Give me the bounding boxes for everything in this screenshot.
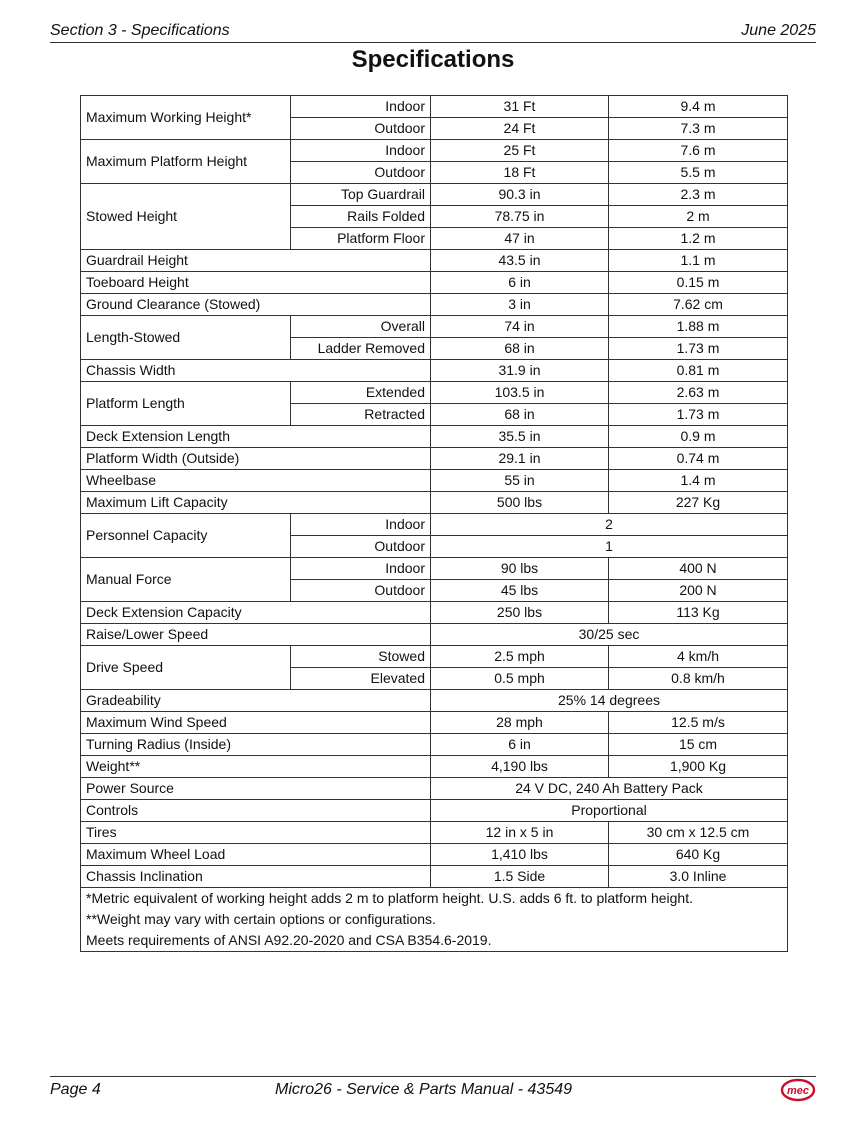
imperial-value: 45 lbs (431, 580, 609, 602)
spec-condition: Extended (291, 382, 431, 404)
spec-label: Guardrail Height (81, 250, 431, 272)
spec-condition: Outdoor (291, 580, 431, 602)
spec-label: Chassis Width (81, 360, 431, 382)
table-row (81, 756, 788, 778)
spec-condition: Top Guardrail (291, 184, 431, 206)
imperial-value: 6 in (431, 734, 609, 756)
table-row (81, 866, 788, 888)
spec-label: Length-Stowed (81, 316, 291, 360)
spec-condition: Rails Folded (291, 206, 431, 228)
spec-label: Maximum Lift Capacity (81, 492, 431, 514)
spec-label: Drive Speed (81, 646, 291, 690)
imperial-value: 4,190 lbs (431, 756, 609, 778)
imperial-value: 31 Ft (431, 96, 609, 118)
footnote-metric: *Metric equivalent of working height adds 2 m to platform height. U.S. adds 6 ft. to platform height. (86, 890, 693, 906)
imperial-value: 43.5 in (431, 250, 609, 272)
footnotes (81, 888, 788, 952)
table-row (81, 492, 788, 514)
spec-label: Tires (81, 822, 431, 844)
imperial-value: 6 in (431, 272, 609, 294)
spec-label: Controls (81, 800, 431, 822)
table-row (81, 360, 788, 382)
imperial-value: 18 Ft (431, 162, 609, 184)
metric-value: 1.1 m (609, 250, 788, 272)
imperial-value: 0.5 mph (431, 668, 609, 690)
page-header (50, 22, 816, 43)
table-row (81, 514, 788, 536)
imperial-value: 1,410 lbs (431, 844, 609, 866)
spec-label: Toeboard Height (81, 272, 431, 294)
table-row (81, 624, 788, 646)
logo-text: mec (786, 1085, 810, 1097)
spec-condition: Retracted (291, 404, 431, 426)
table-row (81, 294, 788, 316)
imperial-value: 47 in (431, 228, 609, 250)
footnote-weight: **Weight may vary with certain options or configurations. (86, 911, 436, 927)
imperial-value: 35.5 in (431, 426, 609, 448)
spec-condition: Indoor (291, 558, 431, 580)
metric-value: 0.74 m (609, 448, 788, 470)
imperial-value: 29.1 in (431, 448, 609, 470)
spec-label: Maximum Working Height* (81, 96, 291, 140)
spec-value: 24 V DC, 240 Ah Battery Pack (431, 778, 788, 800)
metric-value: 640 Kg (609, 844, 788, 866)
spec-label: Raise/Lower Speed (81, 624, 431, 646)
metric-value: 4 km/h (609, 646, 788, 668)
spec-label: Maximum Wheel Load (81, 844, 431, 866)
table-row (81, 96, 788, 118)
spec-label: Maximum Platform Height (81, 140, 291, 184)
table-row (81, 690, 788, 712)
metric-value: 1.73 m (609, 404, 788, 426)
specifications-table (80, 95, 788, 952)
spec-value: 30/25 sec (431, 624, 788, 646)
table-row (81, 470, 788, 492)
spec-condition: Indoor (291, 96, 431, 118)
spec-condition: Outdoor (291, 118, 431, 140)
table-row (81, 822, 788, 844)
spec-condition: Outdoor (291, 162, 431, 184)
spec-label: Manual Force (81, 558, 291, 602)
metric-value: 0.9 m (609, 426, 788, 448)
table-row (81, 140, 788, 162)
imperial-value: 2.5 mph (431, 646, 609, 668)
spec-condition: Outdoor (291, 536, 431, 558)
metric-value: 1.88 m (609, 316, 788, 338)
spec-label: Power Source (81, 778, 431, 800)
table-row (81, 272, 788, 294)
metric-value: 0.8 km/h (609, 668, 788, 690)
metric-value: 7.62 cm (609, 294, 788, 316)
spec-label: Personnel Capacity (81, 514, 291, 558)
spec-label: Wheelbase (81, 470, 431, 492)
table-row (81, 734, 788, 756)
page-number: Page 4 (50, 1081, 101, 1098)
spec-label: Platform Width (Outside) (81, 448, 431, 470)
imperial-value: 500 lbs (431, 492, 609, 514)
imperial-value: 1.5 Side (431, 866, 609, 888)
metric-value: 12.5 m/s (609, 712, 788, 734)
spec-label: Deck Extension Capacity (81, 602, 431, 624)
imperial-value: 12 in x 5 in (431, 822, 609, 844)
metric-value: 1.2 m (609, 228, 788, 250)
spec-label: Gradeability (81, 690, 431, 712)
metric-value: 15 cm (609, 734, 788, 756)
table-row (81, 316, 788, 338)
spec-label: Platform Length (81, 382, 291, 426)
table-row (81, 382, 788, 404)
metric-value: 2 m (609, 206, 788, 228)
imperial-value: 90.3 in (431, 184, 609, 206)
metric-value: 2.63 m (609, 382, 788, 404)
spec-value: 1 (431, 536, 788, 558)
metric-value: 200 N (609, 580, 788, 602)
spec-label: Turning Radius (Inside) (81, 734, 431, 756)
metric-value: 7.3 m (609, 118, 788, 140)
metric-value: 7.6 m (609, 140, 788, 162)
table-row (81, 800, 788, 822)
table-row (81, 646, 788, 668)
spec-label: Weight** (81, 756, 431, 778)
imperial-value: 24 Ft (431, 118, 609, 140)
spec-condition: Indoor (291, 140, 431, 162)
imperial-value: 78.75 in (431, 206, 609, 228)
metric-value: 0.81 m (609, 360, 788, 382)
page-title: Specifications (351, 46, 515, 73)
footnote-standards: Meets requirements of ANSI A92.20-2020 and CSA B354.6-2019. (86, 932, 492, 948)
spec-condition: Elevated (291, 668, 431, 690)
metric-value: 2.3 m (609, 184, 788, 206)
spec-condition: Stowed (291, 646, 431, 668)
imperial-value: 103.5 in (431, 382, 609, 404)
metric-value: 1.4 m (609, 470, 788, 492)
table-row (81, 184, 788, 206)
table-row (81, 778, 788, 800)
spec-condition: Overall (291, 316, 431, 338)
metric-value: 9.4 m (609, 96, 788, 118)
page-footer (50, 1076, 816, 1107)
section-title: Section 3 - Specifications (50, 22, 230, 39)
table-row (81, 558, 788, 580)
notes-row (81, 888, 788, 952)
spec-value: 2 (431, 514, 788, 536)
metric-value: 5.5 m (609, 162, 788, 184)
spec-condition: Indoor (291, 514, 431, 536)
table-row (81, 426, 788, 448)
spec-label: Maximum Wind Speed (81, 712, 431, 734)
metric-value: 1.73 m (609, 338, 788, 360)
metric-value: 0.15 m (609, 272, 788, 294)
imperial-value: 68 in (431, 404, 609, 426)
metric-value: 1,900 Kg (609, 756, 788, 778)
table-row (81, 844, 788, 866)
spec-condition: Platform Floor (291, 228, 431, 250)
imperial-value: 55 in (431, 470, 609, 492)
manual-title: Micro26 - Service & Parts Manual - 43549 (275, 1081, 573, 1098)
metric-value: 227 Kg (609, 492, 788, 514)
metric-value: 113 Kg (609, 602, 788, 624)
table-row (81, 712, 788, 734)
imperial-value: 68 in (431, 338, 609, 360)
spec-label: Chassis Inclination (81, 866, 431, 888)
imperial-value: 31.9 in (431, 360, 609, 382)
imperial-value: 28 mph (431, 712, 609, 734)
table-row (81, 448, 788, 470)
metric-value: 400 N (609, 558, 788, 580)
spec-label: Deck Extension Length (81, 426, 431, 448)
spec-label: Ground Clearance (Stowed) (81, 294, 431, 316)
table-row (81, 602, 788, 624)
header-date: June 2025 (741, 22, 816, 39)
table-row (81, 250, 788, 272)
mec-logo (780, 1077, 816, 1103)
imperial-value: 74 in (431, 316, 609, 338)
imperial-value: 90 lbs (431, 558, 609, 580)
spec-condition: Ladder Removed (291, 338, 431, 360)
spec-value: Proportional (431, 800, 788, 822)
spec-value: 25% 14 degrees (431, 690, 788, 712)
imperial-value: 250 lbs (431, 602, 609, 624)
spec-label: Stowed Height (81, 184, 291, 250)
metric-value: 3.0 Inline (609, 866, 788, 888)
imperial-value: 3 in (431, 294, 609, 316)
metric-value: 30 cm x 12.5 cm (609, 822, 788, 844)
imperial-value: 25 Ft (431, 140, 609, 162)
